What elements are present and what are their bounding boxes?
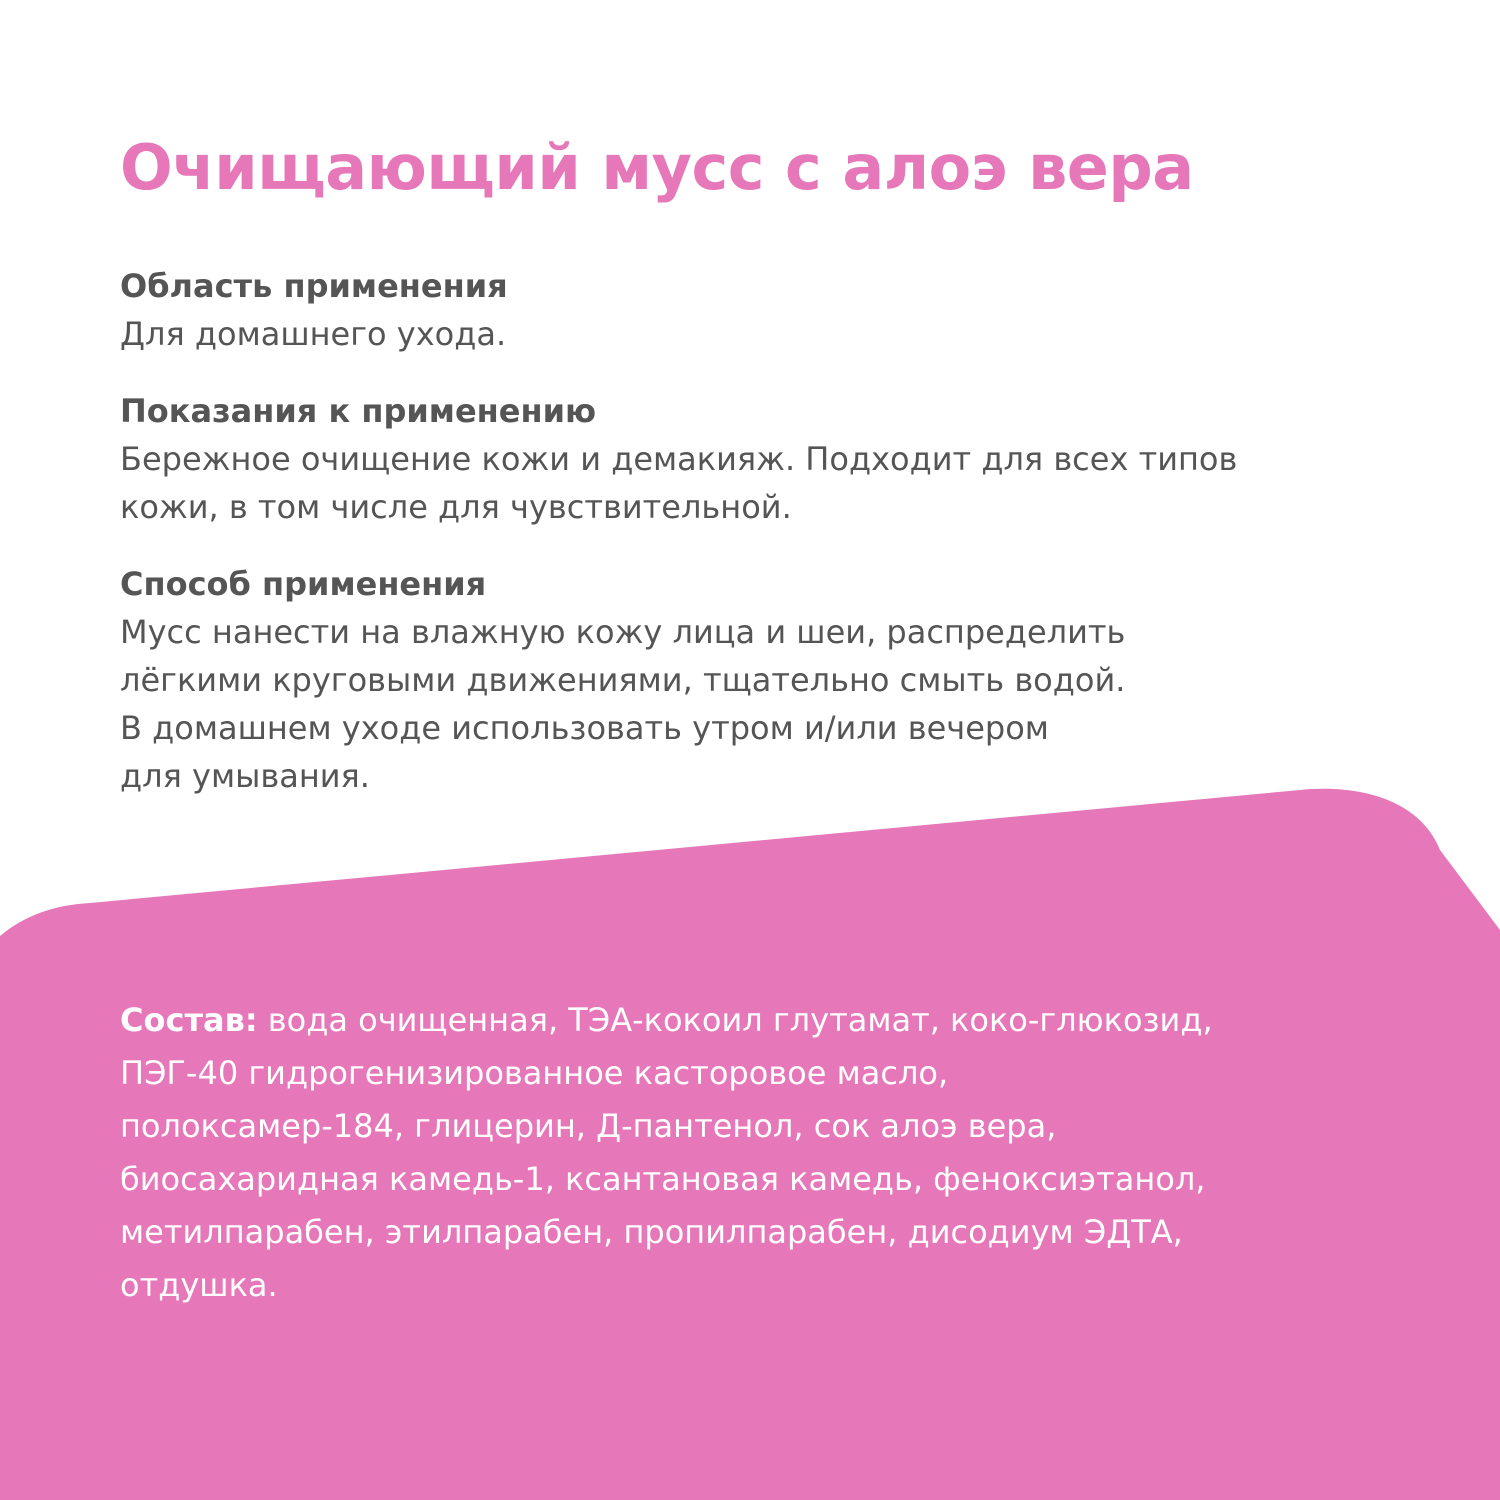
section-body-line: В домашнем уходе использовать утром и/или вечером [120,709,1049,747]
composition-line: биосахаридная камедь-1, ксантановая камедь, феноксиэтанол, [120,1160,1206,1198]
section-body [120,310,1410,358]
product-title: Очищающий мусс с алоэ вера [120,131,1194,204]
section-heading: Показания к применению [120,392,597,430]
section-body-line: Мусс нанести на влажную кожу лица и шеи, распределить [120,613,1126,651]
section-indications [120,387,1410,531]
composition-line: отдушка. [120,1266,278,1304]
section-body-line: Для домашнего ухода. [120,315,507,353]
section-body-line: для умывания. [120,757,370,795]
section-body-line: лёгкими круговыми движениями, тщательно смыть водой. [120,661,1126,699]
composition-text: вода очищенная, ТЭА-кокоил глутамат, коко-глюкозид, [257,1001,1213,1039]
section-heading: Область применения [120,267,508,305]
section-heading: Способ применения [120,565,487,603]
composition-line: ПЭГ-40 гидрогенизированное касторовое масло, [120,1054,949,1092]
composition-line: метилпарабен, этилпарабен, пропилпарабен, дисодиум ЭДТА, [120,1213,1183,1251]
section-body [120,435,1410,531]
composition-line: полоксамер-184, глицерин, Д-пантенол, сок алоэ вера, [120,1107,1057,1145]
section-application-area [120,262,1410,358]
composition-line [120,994,1410,1047]
section-body-line: кожи, в том числе для чувствительной. [120,488,792,526]
section-body [120,608,1410,800]
composition-label: Состав: [120,1001,258,1039]
section-body-line: Бережное очищение кожи и демакияж. Подходит для всех типов [120,440,1238,478]
section-usage-method [120,560,1410,800]
composition-block [120,994,1410,1312]
